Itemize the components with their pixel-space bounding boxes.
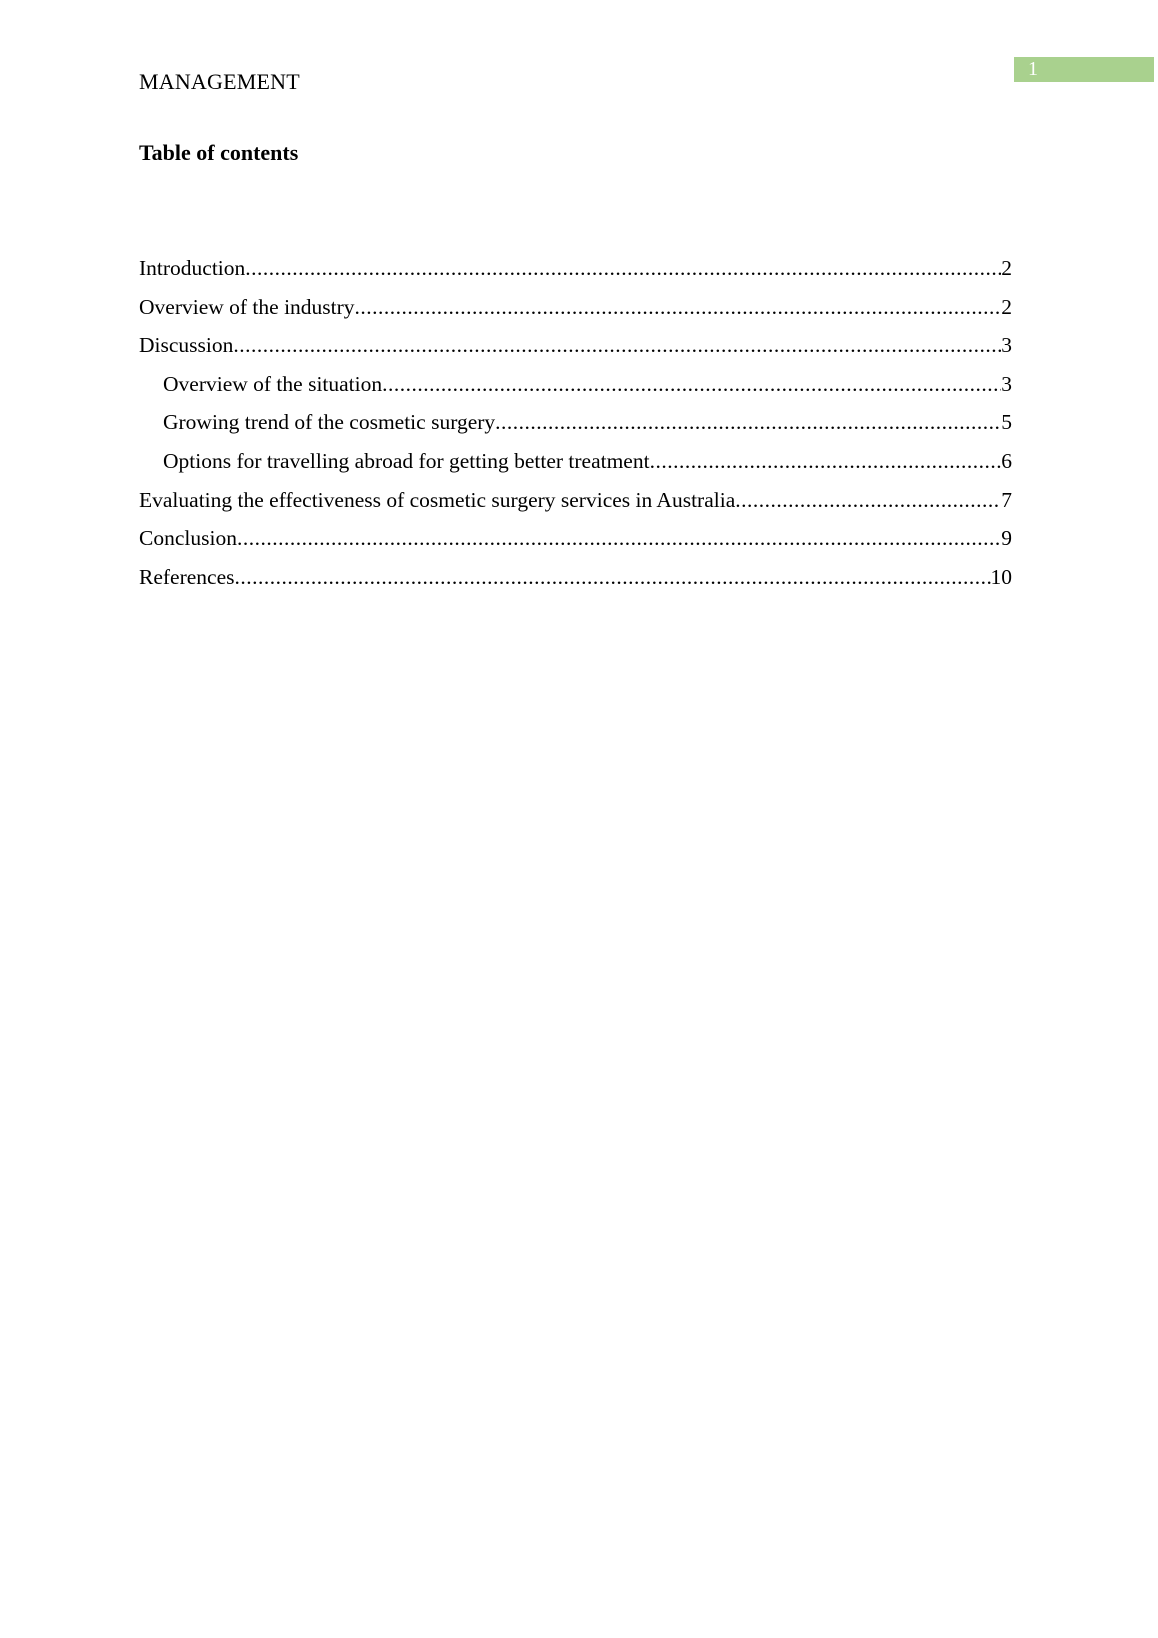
toc-dot-leader	[233, 331, 1001, 359]
toc-dot-leader	[355, 293, 1002, 321]
toc-entry-label: Growing trend of the cosmetic surgery	[163, 410, 496, 435]
toc-entry-page: 3	[1001, 371, 1012, 396]
toc-dot-leader	[495, 408, 1001, 436]
toc-entry-label: Discussion	[139, 333, 234, 358]
toc-dot-leader	[235, 563, 991, 591]
toc-entry-discussion[interactable]	[139, 331, 1012, 370]
toc-entry-page: 10	[990, 564, 1012, 589]
toc-entry-page: 6	[1001, 448, 1012, 473]
toc-entry-label: Overview of the situation	[163, 371, 383, 396]
page-number-badge	[1014, 57, 1154, 82]
toc-entry-label: Overview of the industry	[139, 294, 355, 319]
toc-entry-page: 7	[1001, 487, 1012, 512]
toc-entry-label: Conclusion	[139, 526, 237, 551]
toc-entry-label: Introduction	[139, 256, 246, 280]
page-number: 1	[1028, 58, 1038, 80]
toc-entry-overview-of-the-industry[interactable]	[139, 293, 1012, 332]
toc-dot-leader	[735, 486, 1001, 514]
toc-entry-page: 9	[1001, 526, 1012, 551]
toc-title: Table of contents	[139, 140, 299, 165]
toc-entry-evaluating-effectiveness[interactable]	[139, 486, 1012, 525]
table-of-contents	[139, 254, 1012, 601]
toc-dot-leader	[382, 370, 1001, 398]
toc-entry-overview-of-the-situation[interactable]	[139, 370, 1012, 409]
toc-entry-references[interactable]	[139, 563, 1012, 602]
toc-entry-page: 3	[1001, 333, 1012, 358]
toc-entry-label: References	[139, 564, 235, 589]
toc-entry-growing-trend[interactable]	[139, 408, 1012, 447]
toc-dot-leader	[237, 524, 1001, 552]
toc-entry-page: 2	[1001, 294, 1012, 319]
toc-entry-page: 5	[1001, 410, 1012, 435]
running-head: MANAGEMENT	[139, 69, 300, 94]
toc-entry-conclusion[interactable]	[139, 524, 1012, 563]
toc-entry-options-for-travelling-abroad[interactable]	[139, 447, 1012, 486]
toc-dot-leader	[650, 447, 1002, 475]
toc-entry-label: Evaluating the effectiveness of cosmetic surgery services in Australia	[139, 487, 736, 512]
toc-dot-leader	[245, 254, 1001, 282]
toc-entry-introduction[interactable]	[139, 254, 1012, 293]
toc-entry-page: 2	[1001, 256, 1012, 280]
toc-entry-label: Options for travelling abroad for getting better treatment	[163, 448, 650, 473]
